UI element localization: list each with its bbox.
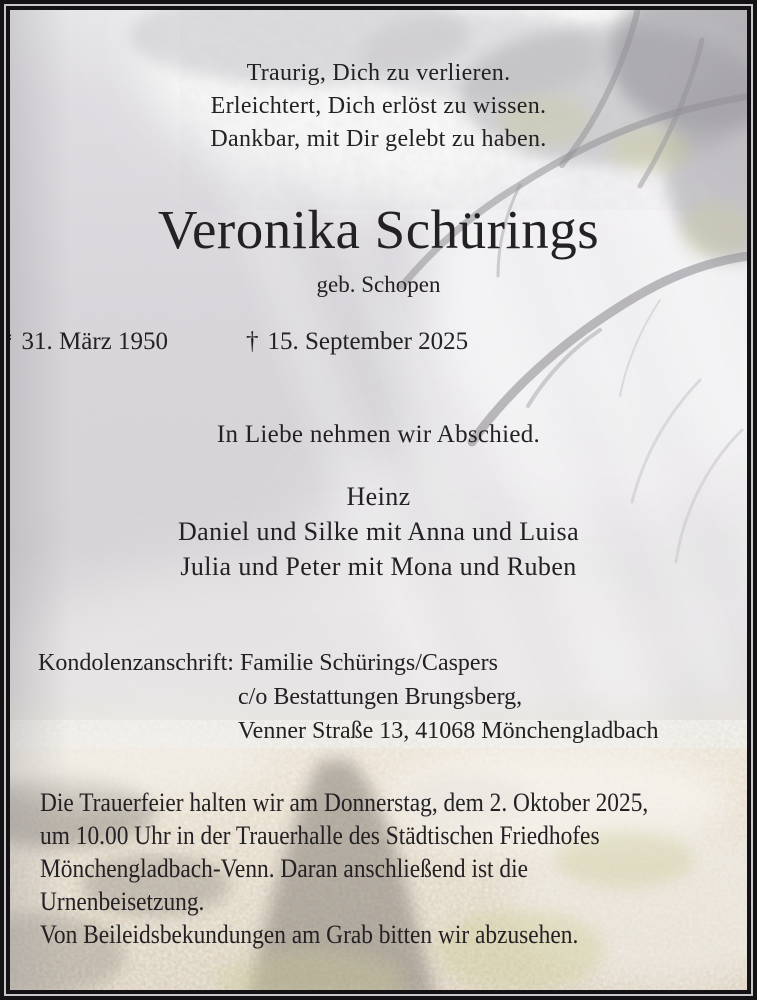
mourners-list (0, 479, 757, 584)
verse-line: Traurig, Dich zu verlieren. (246, 60, 511, 86)
verse-line: Erleichtert, Dich erlöst zu wissen. (210, 93, 547, 119)
condolence-line (38, 646, 737, 680)
condolence-street-city: Venner Straße 13, 41068 Mönchengladbach (238, 718, 659, 744)
funeral-details-line: Mönchengladbach-Venn. Daran anschließend ist die (40, 854, 528, 883)
death-date (246, 327, 468, 357)
death-cross-symbol: † (246, 328, 259, 355)
opening-verse (0, 57, 757, 156)
condolence-addressee: Familie Schürings/Caspers (239, 650, 498, 676)
maiden-name: geb. Schopen (316, 272, 441, 297)
funeral-details-line: Die Trauerfeier halten wir am Donnerstag, dem 2. Oktober 2025, (40, 788, 649, 817)
deceased-name: Veronika Schürings (157, 199, 600, 260)
funeral-details-line: Urnenbeisetzung. (40, 887, 205, 916)
condolence-care-of: c/o Bestattungen Brungsberg, (238, 684, 523, 710)
condolence-address (38, 646, 737, 748)
mourner-line: Daniel und Silke mit Anna und Luisa (177, 517, 580, 546)
birth-star-symbol: * (0, 328, 13, 355)
funeral-details-line: Von Beileidsbekundungen am Grab bitten wir abzusehen. (40, 920, 579, 949)
birth-date-text: 31. März 1950 (21, 328, 168, 355)
funeral-details (40, 786, 747, 951)
verse-line: Dankbar, mit Dir gelebt zu haben. (210, 126, 547, 152)
mourner-line: Heinz (346, 482, 411, 511)
birth-date (0, 327, 168, 357)
farewell-line: In Liebe nehmen wir Abschied. (216, 421, 541, 448)
condolence-label: Kondolenzanschrift: (38, 650, 234, 676)
death-date-text: 15. September 2025 (267, 328, 469, 355)
funeral-details-line: um 10.00 Uhr in der Trauerhalle des Städtischen Friedhofes (40, 821, 600, 850)
life-dates (0, 327, 504, 357)
mourner-line: Julia und Peter mit Mona und Ruben (180, 552, 577, 581)
